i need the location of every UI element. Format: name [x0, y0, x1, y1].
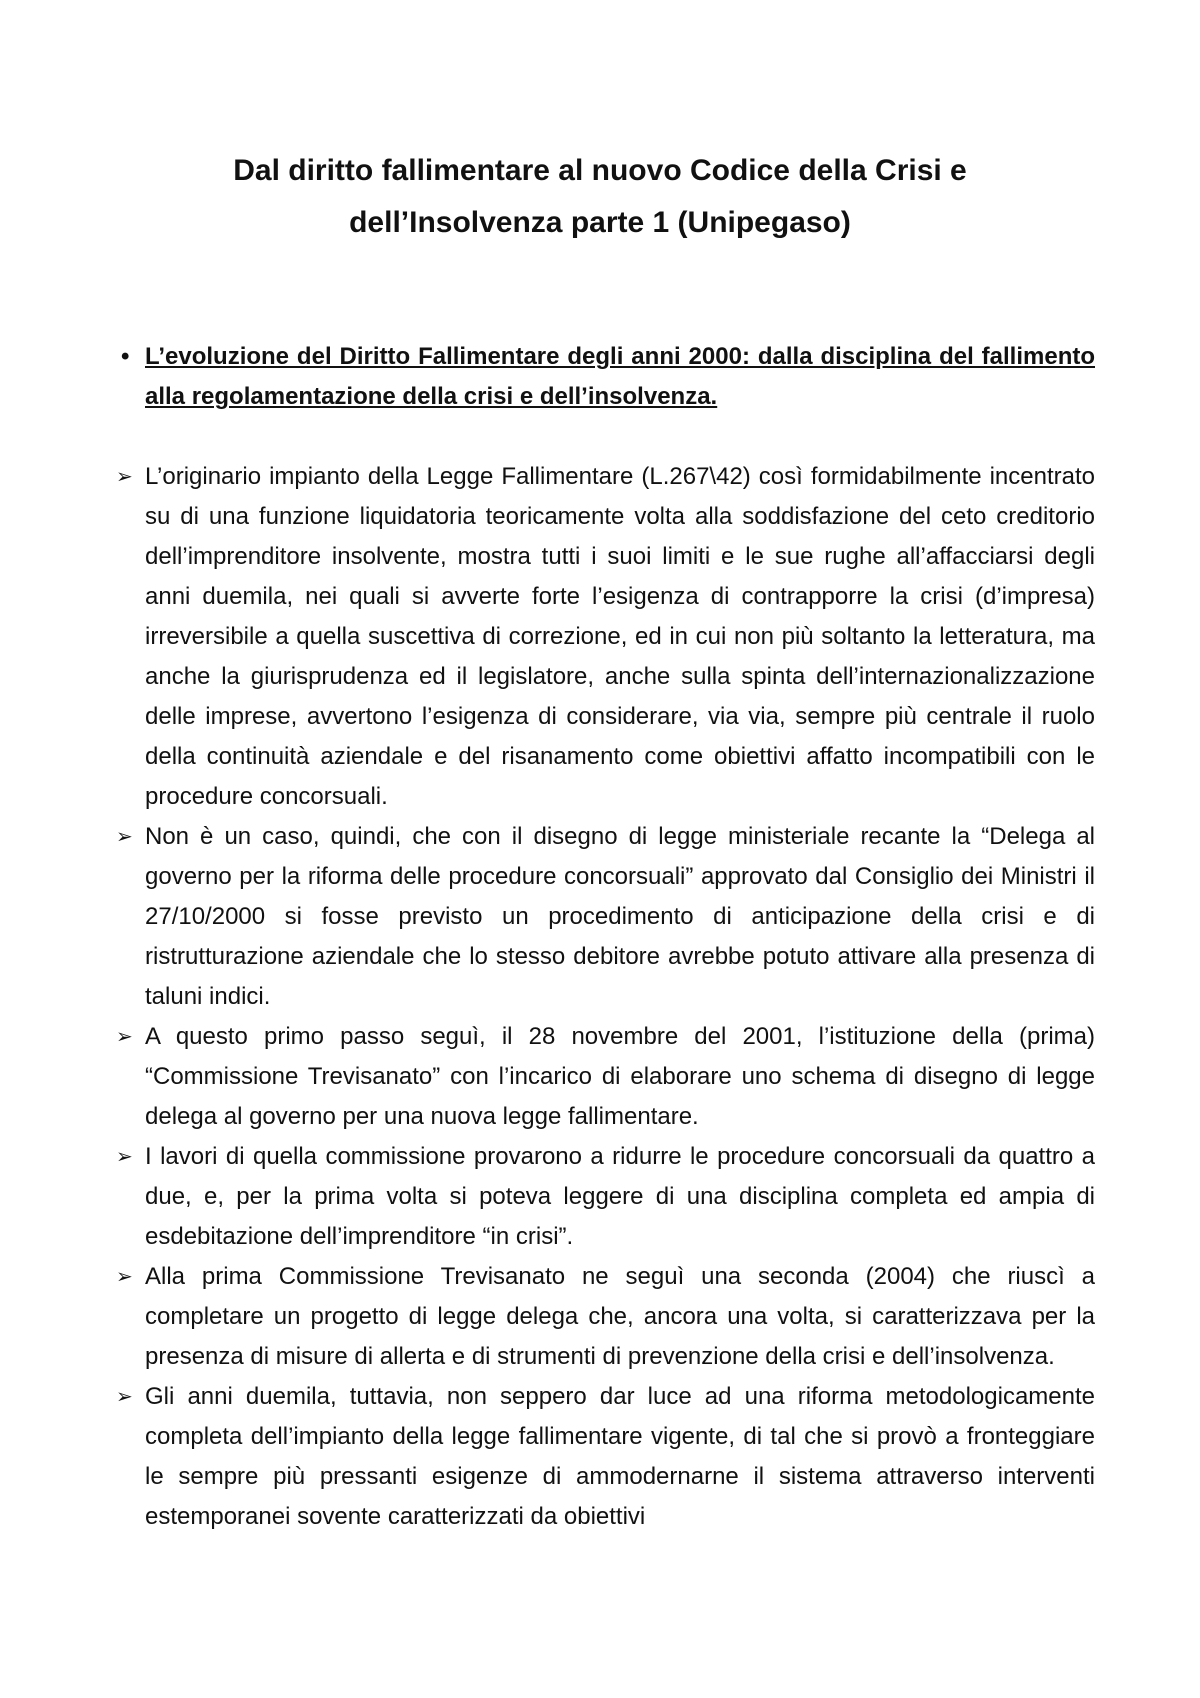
- arrow-list: [116, 457, 1095, 1537]
- list-item: [116, 1257, 1095, 1377]
- arrow-bullet-icon: ➢: [116, 1266, 133, 1288]
- document-title: [140, 145, 1060, 249]
- list-item-text: L’originario impianto della Legge Fallimentare (L.267\42) così formidabilmente incentrato su di una funzione liquidatoria teoricamente volta alla soddisfazione del ceto creditorio dell’imprenditore insolvente, mostra tutti i suoi limiti e le sue rughe all’affacciarsi degli anni duemila, nei quali si avverte forte l’esigenza di contrapporre la crisi (d’impresa) irreversibile a quella suscettiva di correzione, ed in cui non più soltanto la letteratura, ma anche la giurisprudenza ed il legislatore, anche sulla spinta dell’internazionalizzazione delle imprese, avvertono l’esigenza di considerare, via via, sempre più centrale il ruolo della continuità aziendale e del risanamento come obiettivi affatto incompatibili con le procedure concorsuali.: [145, 463, 1095, 810]
- list-item-text: Alla prima Commissione Trevisanato ne seguì una seconda (2004) che riuscì a completare un progetto di legge delega che, ancora una volta, si caratterizzava per la presenza di misure di allerta e di strumenti di prevenzione della crisi e dell’insolvenza.: [145, 1263, 1095, 1370]
- list-item: [116, 1017, 1095, 1137]
- arrow-bullet-icon: ➢: [116, 1026, 133, 1048]
- arrow-bullet-icon: ➢: [116, 826, 133, 848]
- list-item-text: Gli anni duemila, tuttavia, non seppero dar luce ad una riforma metodologicamente completa dell’impianto della legge fallimentare vigente, di tal che si provò a fronteggiare le sempre più pressanti esigenze di ammodernarne il sistema attraverso interventi estemporanei sovente caratterizzati da obiettivi: [145, 1383, 1095, 1530]
- section-heading-text: L’evoluzione del Diritto Fallimentare degli anni 2000: dalla disciplina del fallimento alla regolamentazione della crisi e dell’insolvenza.: [145, 343, 1095, 410]
- arrow-bullet-icon: ➢: [116, 466, 133, 488]
- list-item: [116, 457, 1095, 817]
- bullet-icon: •: [121, 343, 130, 370]
- title-line-2: dell’Insolvenza parte 1 (Unipegaso): [349, 206, 851, 239]
- list-item: [116, 817, 1095, 1017]
- arrow-bullet-icon: ➢: [116, 1146, 133, 1168]
- title-line-1: Dal diritto fallimentare al nuovo Codice della Crisi e: [233, 154, 967, 187]
- list-item: [116, 1137, 1095, 1257]
- arrow-bullet-icon: ➢: [116, 1386, 133, 1408]
- section-heading: [121, 337, 1095, 417]
- list-item-text: Non è un caso, quindi, che con il disegno di legge ministeriale recante la “Delega al governo per la riforma delle procedure concorsuali” approvato dal Consiglio dei Ministri il 27/10/2000 si fosse previsto un procedimento di anticipazione della crisi e di ristrutturazione aziendale che lo stesso debitore avrebbe potuto attivare alla presenza di taluni indici.: [145, 823, 1095, 1010]
- list-item-text: A questo primo passo seguì, il 28 novembre del 2001, l’istituzione della (prima) “Commissione Trevisanato” con l’incarico di elaborare uno schema di disegno di legge delega al governo per una nuova legge fallimentare.: [145, 1023, 1095, 1130]
- list-item: [116, 1377, 1095, 1537]
- list-item-text: I lavori di quella commissione provarono a ridurre le procedure concorsuali da quattro a due, e, per la prima volta si poteva leggere di una disciplina completa ed ampia di esdebitazione dell’imprenditore “in crisi”.: [145, 1143, 1095, 1250]
